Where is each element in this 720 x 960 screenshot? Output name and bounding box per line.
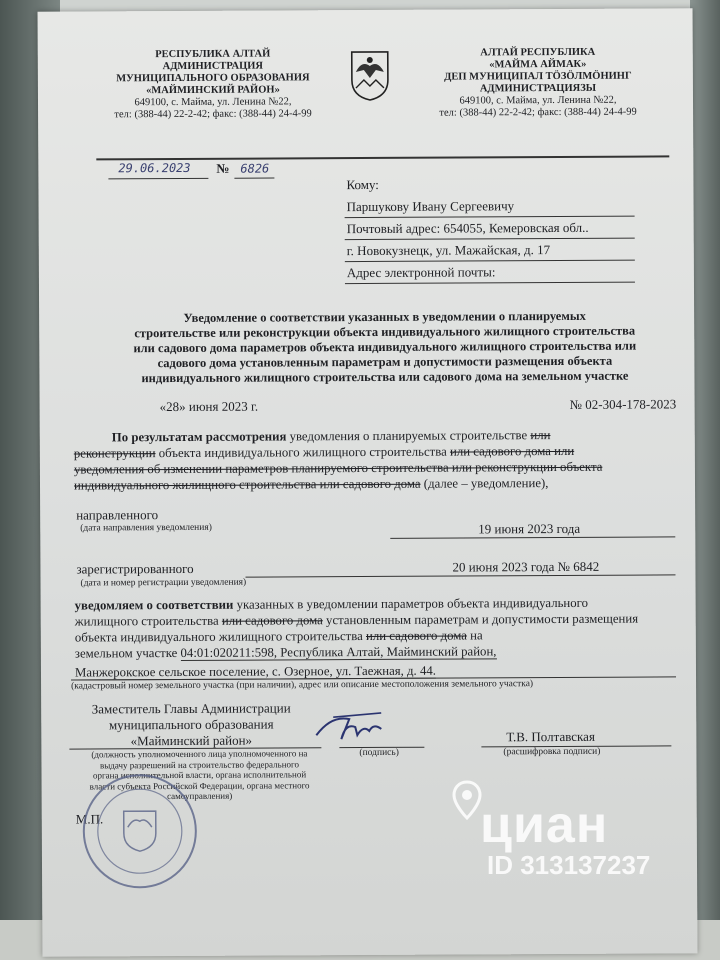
registered-underline	[245, 574, 675, 577]
registered-label: зарегистрированного	[76, 560, 194, 577]
addressee-postal: Почтовый адрес: 654055, Кемеровская обл..	[346, 219, 589, 237]
para1-struck: или садового дома или	[449, 443, 575, 459]
title-line: Уведомление о соответствии указанных в уведомлении о планируемых	[183, 308, 586, 325]
header-left-line: РЕСПУБЛИКА АЛТАЙ	[155, 48, 271, 61]
outgoing-date: 29.06.2023	[118, 160, 191, 176]
position-line: Заместитель Главы Администрации	[91, 700, 291, 717]
para2-text: указанных в уведомлении параметров объекта индивидуального	[233, 595, 589, 612]
signature-hint: (подпись)	[359, 747, 399, 759]
para2-text: земельном участке	[74, 645, 181, 661]
para2-text: объекта индивидуального жилищного строительства	[74, 629, 367, 645]
position-hint-line: выдачу разрешений на строительство федерального	[99, 758, 299, 770]
position-line: «Майминский район»	[130, 732, 253, 749]
para1-text: уведомления о планируемых строительстве	[286, 428, 531, 444]
header-left	[98, 48, 328, 121]
header-left-line: АДМИНИСТРАЦИЯ	[162, 60, 264, 73]
plot-location: Манжерокское сельское поселение, с. Озерное, ул. Таежная, д. 44.	[74, 663, 436, 680]
header-left-line: «МАЙМИНСКИЙ РАЙОН»	[146, 84, 280, 97]
para2-text: установленным параметрам и допустимости размещения	[322, 611, 639, 628]
para1-struck: или	[530, 428, 551, 443]
para1-struck: реконструкции	[73, 446, 156, 461]
para2-struck: или садового дома	[221, 613, 323, 628]
addressee-email: Адрес электронной почты:	[346, 264, 496, 281]
header-right-line: ДЕП МУНИЦИПАЛ ТÖЗÖЛМÖНИНГ	[444, 70, 632, 83]
watermark-id: ID 313137237	[487, 850, 651, 880]
header-divider	[96, 155, 669, 160]
addressee-line	[345, 282, 635, 285]
notice-number: № 02-304-178-2023	[569, 396, 677, 412]
para1-text: (далее – уведомление),	[420, 476, 549, 491]
para1-text: объекта индивидуального жилищного строительства	[155, 444, 450, 461]
header-right-line: «МАЙМА АЙМАК»	[489, 58, 587, 71]
sent-date: 19 июня 2023 года	[478, 520, 581, 537]
addressee-line	[345, 238, 635, 241]
para1-bold: По результатам рассмотрения	[111, 429, 287, 445]
para1-struck: индивидуального жилищного строительства или садового дома	[73, 476, 421, 493]
number-sign: №	[216, 160, 230, 176]
position-hint-line: власти субъекта Российской Федерации, органа местного	[89, 779, 310, 791]
registered-hint: (дата и номер регистрации уведомления)	[80, 577, 247, 589]
para2-text: жилищного строительства	[74, 613, 222, 629]
header-right-line: АДМИНИСТРАЦИЯЗЫ	[479, 82, 597, 95]
date-underline	[108, 178, 208, 180]
position-hint-line: самоуправления)	[167, 790, 233, 802]
sent-label: направленного	[76, 507, 159, 523]
sent-underline	[390, 536, 675, 538]
header-left-phone: тел: (388-44) 22-2-42; факс: (388-44) 24-4-99	[114, 108, 312, 121]
position-hint-line: органа исполнительной власти, органа исполнительной	[92, 769, 307, 781]
sent-hint: (дата направления уведомления)	[80, 522, 212, 534]
signatory-name: Т.В. Полтавская	[506, 728, 595, 745]
title-line: строительстве или реконструкции объекта индивидуального жилищного строительства	[134, 323, 636, 341]
document-title	[97, 308, 672, 386]
header-right-phone: тел: (388-44) 22-2-42; факс: (388-44) 24-4-99	[439, 106, 637, 119]
header-left-line: МУНИЦИПАЛЬНОГО ОБРАЗОВАНИЯ	[116, 72, 310, 85]
coat-of-arms-icon	[350, 50, 390, 102]
signatory-position	[81, 700, 301, 749]
addressee-line	[345, 260, 635, 263]
header-right	[418, 46, 658, 119]
location-pin-icon	[452, 780, 482, 820]
paragraph-conformity	[75, 594, 675, 680]
number-underline	[234, 177, 274, 178]
addressee-name: Паршукову Ивану Сергеевичу	[346, 198, 515, 215]
para1-struck: уведомления об изменении параметров планируемого строительства или реконструкции объекта	[73, 459, 603, 477]
to-label: Кому:	[346, 176, 379, 193]
location-hint: (кадастровый номер земельного участка (при наличии), адрес или описание местоположения земельного участка)	[71, 679, 534, 692]
outgoing-number: 6826	[240, 161, 270, 176]
title-line: индивидуального жилищного строительства или садового дома на земельном участке	[141, 368, 629, 386]
watermark-brand: циан	[480, 796, 609, 854]
official-seal-icon	[80, 771, 201, 892]
para2-bold: уведомляем о соответствии	[74, 597, 234, 613]
addressee-line	[345, 216, 635, 219]
cadastral-number: 04:01:020211:598, Республика Алтай, Майминский район,	[180, 644, 497, 660]
para2-struck: или садового дома	[365, 628, 467, 644]
position-hint-line: (должность уполномоченного лица уполномоченного на	[91, 748, 308, 760]
handwritten-signature	[311, 705, 431, 751]
position-line: муниципального образования	[108, 716, 274, 733]
registered-value: 20 июня 2023 года № 6842	[452, 558, 600, 575]
notice-date: «28» июня 2023 г.	[159, 398, 259, 415]
addressee-city: г. Новокузнецк, ул. Мажайская, д. 17	[346, 242, 551, 259]
name-hint: (расшифровка подписи)	[503, 746, 601, 758]
title-line: или садового дома параметров объекта индивидуального жилищного строительства или	[133, 338, 637, 356]
para2-text: на	[466, 628, 483, 643]
seal-mark: М.П.	[75, 811, 104, 827]
header-left-address: 649100, с. Майма, ул. Ленина №22,	[134, 96, 292, 109]
header-right-address: 649100, с. Майма, ул. Ленина №22,	[459, 94, 617, 107]
paragraph-review	[74, 426, 674, 493]
header-right-line: АЛТАЙ РЕСПУБЛИКА	[480, 46, 596, 59]
title-line: садового дома установленным параметрам и допустимости размещения объекта	[157, 353, 613, 371]
